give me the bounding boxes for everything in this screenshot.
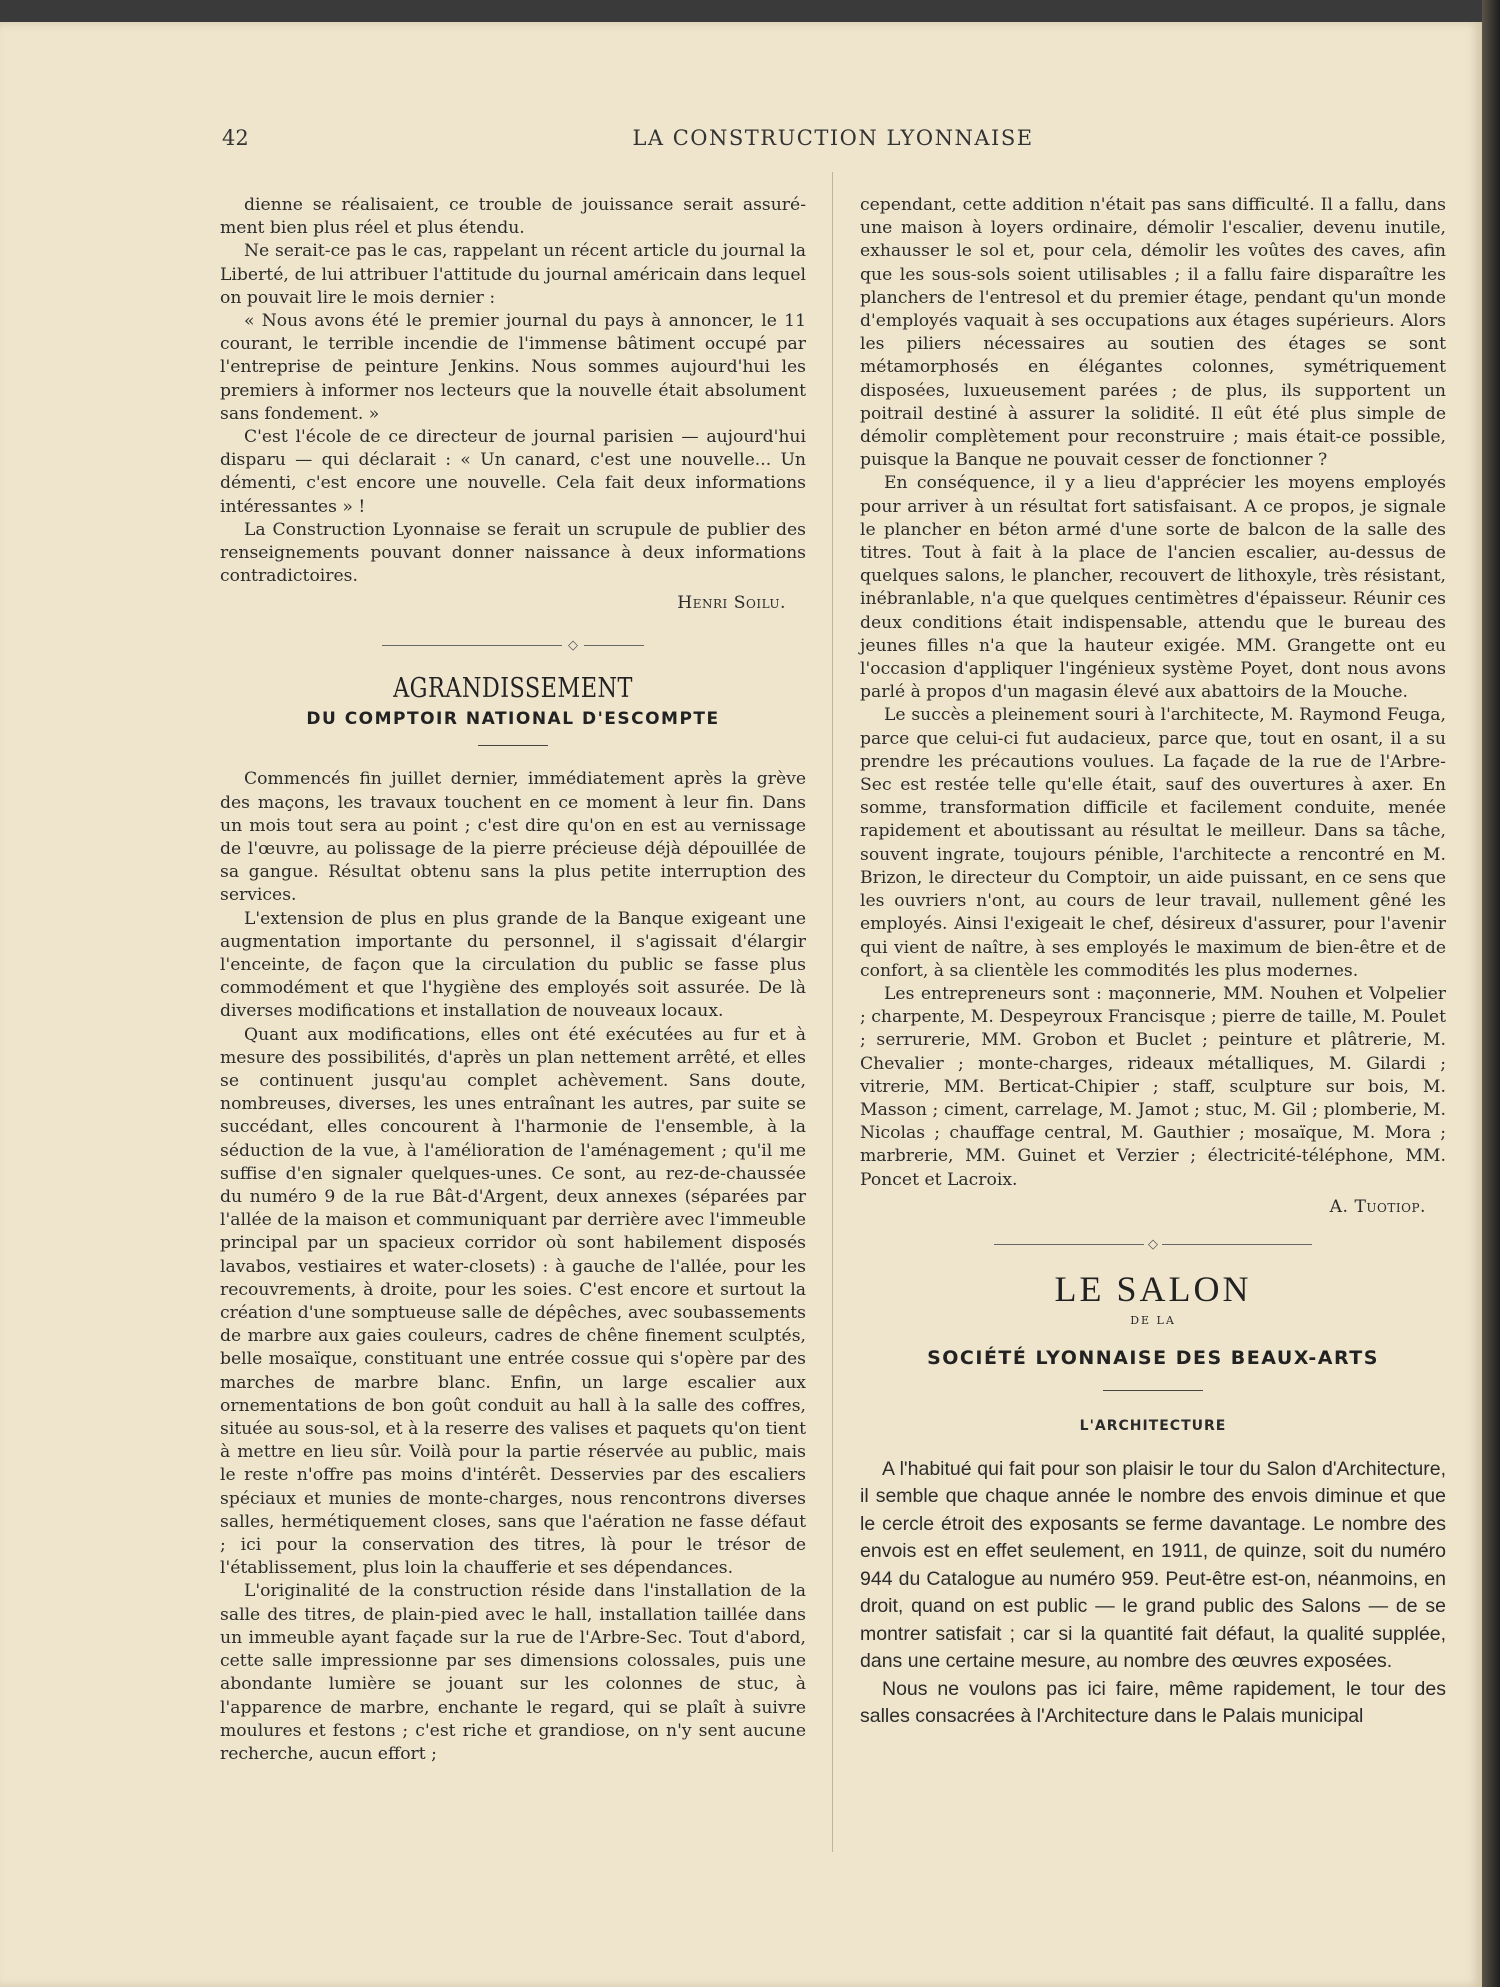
article-title: AGRANDISSEMENT [393, 672, 633, 704]
signature: Henri Soilu. [677, 593, 786, 614]
left-column [220, 194, 806, 1766]
salon-section-heading: L'ARCHITECTURE [1079, 1417, 1227, 1434]
title-rule [478, 745, 548, 746]
paragraph: C'est l'école de ce directeur de journal parisien — aujourd'hui disparu — qui déclarait : « Un canard, c'est une nouvelle... Un démenti, c'est encore une nouvelle. Cela fait deux informations intéressantes » ! [220, 427, 806, 517]
paragraph: dienne se réalisaient, ce trouble de jouissance serait assurément bien plus réel et plus étendu. [220, 195, 806, 239]
paragraph: Ne serait-ce pas le cas, rappelant un récent article du journal la Liberté, de lui attribuer l'attitude du journal américain dans lequel on pouvait lire le mois dernier : [220, 241, 806, 308]
journal-page [0, 22, 1482, 1987]
article-subtitle: DU COMPTOIR NATIONAL D'ESCOMPTE [306, 709, 720, 730]
book-spine [1482, 0, 1500, 1987]
journal-title: LA CONSTRUCTION LYONNAISE [632, 126, 1034, 150]
title-rule [1103, 1390, 1203, 1391]
paragraph: cependant, cette addition n'était pas sans difficulté. Il a fallu, dans une maison à loyers ordinaire, démolir l'escalier, devenu inutile, exhausser le sol et, pour cela, démolir les voûtes des caves, afin que les sous-sols soient utilisables ; il a fallu faire disparaître les planchers de l'entresol et du premier étage, pendant qu'un monde d'employés vaquait à ses occupations aux étages supérieurs. Alors les piliers nécessaires au soutien des étages se sont métamorphosés en élégantes colonnes, symétriquement disposées, luxueusement parées ; de plus, ils supportent un poitrail destiné à assurer la solidité. Il eût été plus simple de démolir complètement pour reconstruire ; mais était-ce possible, puisque la Banque ne pouvait cesser de fonctionner ? [860, 195, 1446, 471]
paragraph: L'extension de plus en plus grande de la Banque exigeant une augmentation importante du personnel, il s'agissait d'élargir l'enceinte, de façon que la circulation du public se fasse plus commodément et que l'hygiène des employés soit assurée. De là diverses modifications et installation de nouveaux locaux. [220, 908, 806, 1022]
paragraph: En conséquence, il y a lieu d'apprécier les moyens employés pour arriver à un résultat fort satisfaisant. A ce propos, je signale le plancher en béton armé d'une sorte de balcon de la salle des titres. Tout à fait à la place de l'ancien escalier, au-dessus de quelques salons, le plancher, recouvert de lithoxyle, très résistant, inébranlable, n'a que quelques centimètres d'épaisseur. Réunir ces deux conditions était indispensable, attendu que le bureau des jeunes filles n'a que la hauteur exigée. MM. Grangette ont eu l'occasion d'appliquer l'ingénieux système Poyet, dont nous avons parlé à propos d'un magasin élevé aux abattoirs de la Mouche. [860, 473, 1446, 703]
salon-society: SOCIÉTÉ LYONNAISE DES BEAUX-ARTS [927, 1346, 1379, 1369]
paragraph: Nous ne voulons pas ici faire, même rapidement, le tour des salles consacrées à l'Architecture dans le Palais municipal [860, 1677, 1446, 1728]
column-divider [832, 172, 833, 1852]
paragraph: L'originalité de la construction réside dans l'installation de la salle des titres, de plain-pied avec le hall, installation taillée dans un immeuble ayant façade sur la rue de l'Arbre-Sec. Tout d'abord, cette salle impressionne par ses dimensions colossales, puis une abondante lumière se jouant sur les colonnes de stuc, à l'apparence de marbre, enchante le regard, qui se plaît à suivre moulures et festons ; c'est riche et grandiose, on n'y sent aucune recherche, aucun effort ; [220, 1581, 806, 1764]
salon-title: LE SALON [1054, 1269, 1252, 1310]
signature: A. Tuotiop. [1329, 1196, 1426, 1217]
paragraph: Les entrepreneurs sont : maçonnerie, MM. Nouhen et Volpelier ; charpente, M. Despeyroux Francisque ; pierre de taille, M. Poulet ; serrurerie, MM. Grobon et Buclet ; peinture et plâtrerie, M. Chevalier ; monte-charges, rideaux métalliques, M. Gilardi ; vitrerie, MM. Berticat-Chipier ; staff, sculpture sur bois, M. Masson ; ciment, carrelage, M. Jamot ; stuc, M. Gil ; plomberie, M. Nicolas ; chauffage central, M. Gauthier ; mosaïque, M. Mora ; marbrerie, MM. Guinet et Verzier ; électricité-téléphone, MM. Poncet et Lacroix. [860, 983, 1446, 1190]
page-number: 42 [222, 126, 249, 150]
paragraph: Quant aux modifications, elles ont été exécutées au fur et à mesure des possibilités, d'après un plan nettement arrêté, et elles se continuent jusqu'au complet achèvement. Sans doute, nombreuses, diverses, les unes entraînant les autres, par suite se succédant, elles concourent à l'harmonie de l'ensemble, à la séduction de la vue, à l'amélioration de l'aménagement ; qu'il me suffise d'en signaler quelques-unes. Ce sont, au rez-de-chaussée du numéro 9 de la rue Bât-d'Argent, deux annexes (séparées par l'allée de la maison et communiquant par derrière avec l'immeuble principal par un spacieux corridor où sont habilement disposés lavabos, vestiaires et water-closets) : à gauche de l'allée, pour les recouvrements, à droite, pour les soies. C'est encore et surtout la création d'une somptueuse salle de dépêches, avec soubassements de marbre aux gaies couleurs, cadres de chêne finement sculptés, belle mosaïque, constituant une entrée cossue qui s'opère par des marches de marbre blanc. Enfin, un large escalier aux ornementations de bon goût conduit au hall à la salle des coffres, située au sous-sol, et à la reserre des valises et paquets qu'on tient à mettre en lieu sûr. Voilà pour la partie réservée au public, mais le reste n'offre pas moins d'intérêt. Desservies par des escaliers spéciaux et munies de monte-charges, nous rencontrons diverses salles, hermétiquement closes, sans que l'aération ne fasse défaut ; ici pour la conservation des titres, là pour le trésor de l'établissement, plus loin la chaufferie et ses dépendances. [220, 1024, 806, 1579]
diamond-ornament-icon: ◇ [1143, 1236, 1163, 1252]
running-head [222, 126, 1444, 156]
section-separator [220, 634, 806, 657]
paragraph: A l'habitué qui fait pour son plaisir le tour du Salon d'Architecture, il semble que chaque année le nombre des envois diminue et que le cercle étroit des exposants se ferme davantage. Le nombre des envois est en effet seulement, en 1911, de quinze, soit du numéro 944 du Catalogue au numéro 959. Peut-être est-on, néanmoins, en droit, quand on est public — le grand public des Salons — de se montrer satisfait ; car si la quantité fait défaut, la qualité supplée, dans une certaine mesure, au nombre des œuvres exposées. [860, 1457, 1446, 1673]
salon-de-la: DE LA [1130, 1314, 1176, 1328]
diamond-ornament-icon: ◇ [568, 637, 578, 653]
paragraph: « Nous avons été le premier journal du pays à annoncer, le 11 courant, le terrible incendie de l'immense bâtiment occupé par l'entreprise de peinture Jenkins. Nous sommes aujourd'hui les premiers à informer nos lecteurs que la nouvelle était absolument sans fondement. » [220, 311, 806, 424]
section-separator [860, 1233, 1446, 1256]
salon-body [860, 1456, 1446, 1731]
paragraph: Commencés fin juillet dernier, immédiatement après la grève des maçons, les travaux touchent en ce moment à leur fin. Dans un mois tout sera au point ; c'est dire qu'on en est au vernissage de l'œuvre, au polissage de la pierre précieuse déjà dépouillée de sa gangue. Résultat obtenu sans la plus petite interruption des services. [220, 769, 806, 906]
right-column [860, 194, 1446, 1731]
paragraph: Le succès a pleinement souri à l'architecte, M. Raymond Feuga, parce que celui-ci fut audacieux, parce que, tout en osant, il a su prendre les précautions voulues. La façade de la rue de l'Arbre-Sec est restée telle qu'elle était, sauf des ouvertures à axer. En somme, transformation difficile et facilement conduite, menée rapidement et aboutissant au résultat le meilleur. Dans sa tâche, souvent ingrate, toujours pénible, l'architecte a rencontré en M. Brizon, le directeur du Comptoir, un aide puissant, en ce sens que les ouvriers n'ont, au cours de leur travail, nullement gêné les employés. Ainsi l'exigeait le chef, désireux d'assurer, pour l'avenir qui vient de naître, à ses employés le maximum de bien-être et de confort, à sa clientèle les commodités les plus modernes. [860, 705, 1446, 981]
paragraph: La Construction Lyonnaise se ferait un scrupule de publier des renseignements pouvant donner naissance à deux informations contradictoires. [220, 519, 806, 587]
